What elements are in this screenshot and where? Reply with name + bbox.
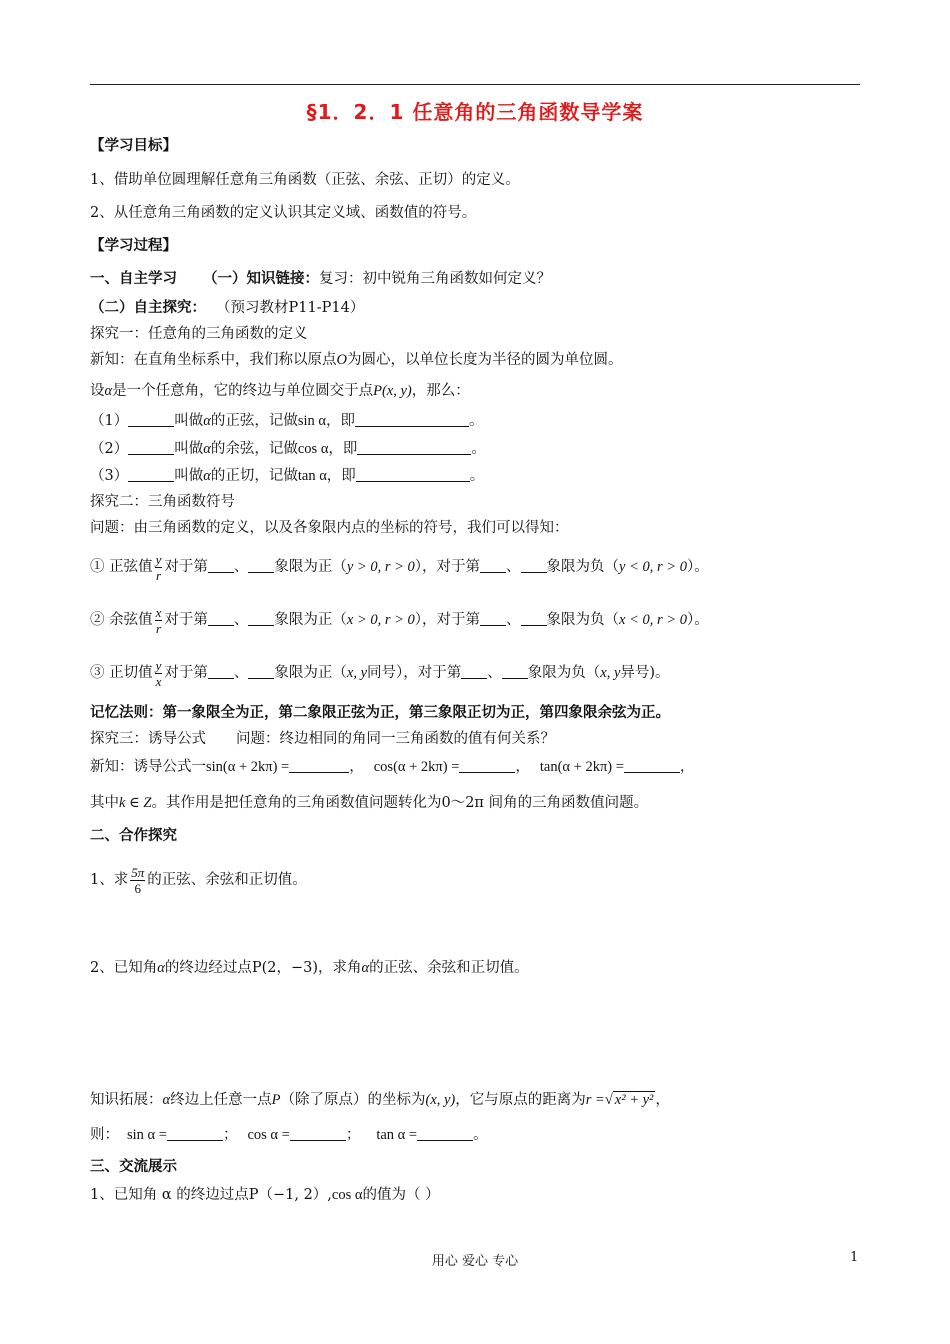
question-text: 的正弦、余弦和正切值。 xyxy=(147,872,307,888)
self-study-line xyxy=(90,269,551,289)
answer-blank[interactable] xyxy=(290,1126,346,1141)
self-explore-line xyxy=(90,298,364,318)
separator: ； xyxy=(345,1127,361,1143)
answer-blank[interactable] xyxy=(128,467,174,482)
cooperation-question-2 xyxy=(90,958,529,978)
rule-text: 异号)。 xyxy=(620,665,670,681)
rule-text: ）。 xyxy=(686,612,709,628)
alpha-symbol: α xyxy=(203,441,211,457)
section-goal-heading: 【学习目标】 xyxy=(90,138,177,154)
fraction-denominator: x xyxy=(155,673,162,689)
question-text: 的终边经过点P(2，−3)，求角 xyxy=(164,960,362,976)
answer-blank[interactable] xyxy=(459,758,515,773)
item-text: 的余弦，记做 xyxy=(210,441,298,457)
rule-lead: ② 余弦值 xyxy=(90,612,153,628)
rule-text: ）。 xyxy=(686,559,709,575)
alpha-symbol: α xyxy=(162,1092,171,1108)
induction-lead: 新知：诱导公式一 xyxy=(90,759,206,775)
rule-text: 对于第 xyxy=(164,559,208,575)
alpha-symbol: α xyxy=(157,960,165,976)
answer-blank[interactable] xyxy=(128,412,174,427)
explore-2-heading: 探究二：三角函数符号 xyxy=(90,494,235,510)
extension-text: （除了原点）的坐标为 xyxy=(280,1092,426,1108)
cooperation-heading: 二、合作探究 xyxy=(90,828,177,844)
condition: x, y xyxy=(346,665,368,681)
answer-blank[interactable] xyxy=(356,467,470,482)
rule-text: 象限为正（ xyxy=(274,559,347,575)
tan-alpha: tan α xyxy=(297,468,327,484)
answer-blank[interactable] xyxy=(208,664,234,679)
rule-text: ），对于第 xyxy=(414,559,481,575)
explore-2-problem: 问题：由三角函数的定义，以及各象限内点的坐标的符号，我们可以得知： xyxy=(90,520,569,536)
explore-3-line xyxy=(90,729,555,749)
item-text: 的正弦，记做 xyxy=(210,413,298,429)
k-in-z: k ∈ Z xyxy=(119,795,152,811)
answer-blank[interactable] xyxy=(461,664,487,679)
tan-formula: tan(α + 2kπ) = xyxy=(539,759,624,775)
answer-blank[interactable] xyxy=(355,412,469,427)
footer-motto: 用心 爱心 专心 xyxy=(431,1254,519,1269)
answer-blank[interactable] xyxy=(480,611,506,626)
rule-text: 象限为正（ xyxy=(274,665,347,681)
definition-text-b: 为圆心，以单位长度为半径的圆为单位圆。 xyxy=(346,352,623,368)
rule-text: 、 xyxy=(506,559,521,575)
answer-blank[interactable] xyxy=(521,611,547,626)
item-text: ，即 xyxy=(326,468,356,484)
rule-text: 象限为正（ xyxy=(274,612,347,628)
condition: x, y xyxy=(600,665,621,681)
separator: ； xyxy=(222,1127,238,1143)
item-number: （1） xyxy=(90,413,129,429)
item-text: ，即 xyxy=(326,413,356,429)
alpha-symbol: α xyxy=(203,468,211,484)
sqrt-expression: √ x² + y² xyxy=(604,1092,654,1108)
memory-rule: 记忆法则：第一象限全为正，第二象限正弦为正，第三象限正切为正，第四象限余弦为正。 xyxy=(90,705,670,721)
separator: 。 xyxy=(473,1127,488,1143)
extension-text: 终边上任意一点 xyxy=(170,1092,272,1108)
condition: x > 0, r > 0 xyxy=(346,612,415,628)
coordinate-xy: (x, y) xyxy=(425,1092,456,1108)
x-over-r-fraction xyxy=(155,605,163,636)
item-text: 。 xyxy=(471,441,486,457)
question-text: 2、已知角 xyxy=(90,960,158,976)
setup-text-b: 是一个任意角，它的终边与单位圆交于点 xyxy=(112,383,374,399)
item-text: 。 xyxy=(469,413,484,429)
answer-blank[interactable] xyxy=(357,440,471,455)
setup-text-c: ，那么： xyxy=(411,383,470,399)
point-p-symbol: P xyxy=(271,1092,281,1108)
item-text: 。 xyxy=(469,468,485,484)
rule-text: 对于第 xyxy=(164,612,208,628)
item-text: 的正切，记做 xyxy=(210,468,298,484)
fraction-numerator: y xyxy=(155,657,162,673)
answer-blank[interactable] xyxy=(248,664,274,679)
cosine-definition-item xyxy=(90,439,486,459)
definition-text-a: 新知：在直角坐标系中，我们称以原点 xyxy=(90,352,337,368)
extension-text: 知识拓展： xyxy=(90,1092,163,1108)
item-text: ，即 xyxy=(328,441,358,457)
fraction-numerator: 5π xyxy=(131,864,145,880)
question-text: 1、求 xyxy=(90,872,129,888)
goal-1: 1、借助单位圆理解任意角三角函数（正弦、余弦、正切）的定义。 xyxy=(90,172,520,188)
alpha-symbol: α xyxy=(203,413,211,429)
tangent-definition-item xyxy=(90,466,484,486)
rule-text: 象限为负（ xyxy=(546,612,620,628)
sin-alpha-equals: sin α = xyxy=(127,1127,167,1143)
tangent-sign-rule xyxy=(90,655,670,691)
self-study-heading: 一、自主学习 xyxy=(90,271,177,287)
condition: x < 0, r > 0 xyxy=(619,612,687,628)
answer-blank[interactable] xyxy=(521,558,547,573)
answer-blank[interactable] xyxy=(502,664,528,679)
rule-text: 对于第 xyxy=(164,665,208,681)
page-title: §1．2．1 任意角的三角函数导学案 xyxy=(306,100,644,124)
rule-text: 、 xyxy=(487,665,502,681)
page-number: 1 xyxy=(850,1250,859,1265)
answer-blank[interactable] xyxy=(128,440,174,455)
point-p-symbol: P(x, y) xyxy=(373,383,412,399)
sine-definition-item xyxy=(90,411,484,431)
goal-2: 2、从任意角三角函数的定义认识其定义域、函数值的符号。 xyxy=(90,205,477,221)
question-text: 的正弦、余弦和正切值。 xyxy=(369,960,529,976)
answer-blank[interactable] xyxy=(248,558,274,573)
rule-lead: ③ 正切值 xyxy=(90,665,153,681)
fraction-denominator: 6 xyxy=(134,880,141,896)
self-explore-heading: （二）自主探究： xyxy=(90,300,206,316)
induction-formula-line: 新知：诱导公式一sin(α + 2kπ) = ， cos(α + 2kπ) = ， tan(α + 2kπ) = ， xyxy=(90,759,695,775)
induction-purpose xyxy=(90,793,648,813)
sin-alpha: sin α xyxy=(297,413,327,429)
condition: y < 0, r > 0 xyxy=(619,559,687,575)
question-text: 的值为（ ） xyxy=(362,1187,440,1203)
answer-blank[interactable] xyxy=(167,1126,223,1141)
alpha-symbol: α xyxy=(361,960,370,976)
item-text: 叫做 xyxy=(174,413,204,429)
tan-alpha-equals: tan α = xyxy=(376,1127,418,1143)
fraction-denominator: r xyxy=(155,567,162,583)
explore-3-problem: 问题：终边相同的角同一三角函数的值有何关系？ xyxy=(236,731,555,747)
purpose-text-a: 其中 xyxy=(90,795,119,811)
rule-text: 、 xyxy=(233,665,249,681)
five-pi-over-six-fraction xyxy=(130,865,145,896)
angle-setup-line xyxy=(90,381,470,401)
alpha-symbol: α xyxy=(104,383,113,399)
header-rule xyxy=(90,84,860,85)
fraction-denominator: r xyxy=(155,620,162,636)
rule-text: 、 xyxy=(233,559,249,575)
item-text: 叫做 xyxy=(174,441,204,457)
exchange-question-1 xyxy=(90,1185,440,1205)
answer-blank[interactable] xyxy=(624,758,680,773)
answer-blank[interactable] xyxy=(289,758,349,773)
sin-formula: sin(α + 2kπ) = xyxy=(206,759,290,775)
r-equals: r = xyxy=(585,1092,605,1108)
radicand: x² + y² xyxy=(614,1092,654,1108)
explore-3-heading: 探究三：诱导公式 xyxy=(90,731,206,747)
purpose-text-b: 。其作用是把任意角的三角函数值问题转化为0～2π 间角的三角函数值问题。 xyxy=(151,795,649,811)
origin-symbol: O xyxy=(336,352,347,368)
y-over-x-fraction xyxy=(155,658,163,689)
answer-blank[interactable] xyxy=(208,558,234,573)
question-text: 1、已知角 α 的终边过点P（−1, 2）, xyxy=(90,1187,332,1203)
rule-text: 象限为负（ xyxy=(527,665,601,681)
rule-text: 、 xyxy=(506,612,521,628)
cooperation-question-1 xyxy=(90,860,307,900)
fraction-numerator: y xyxy=(155,551,162,567)
section-process-heading: 【学习过程】 xyxy=(90,238,177,254)
review-question: 复习：初中锐角三角函数如何定义？ xyxy=(319,271,551,287)
cosine-sign-rule xyxy=(90,602,709,638)
cos-alpha: cos α xyxy=(331,1187,363,1203)
knowledge-extension xyxy=(90,1090,670,1110)
answer-blank[interactable] xyxy=(208,611,234,626)
rule-text: 象限为负（ xyxy=(546,559,620,575)
answer-blank[interactable] xyxy=(417,1126,473,1141)
rule-lead: ① 正弦值 xyxy=(90,559,153,575)
unit-circle-definition xyxy=(90,350,622,370)
condition: y > 0, r > 0 xyxy=(346,559,415,575)
rule-text: 、 xyxy=(233,612,249,628)
item-text: 叫做 xyxy=(174,468,204,484)
explore-1-heading: 探究一：任意角的三角函数的定义 xyxy=(90,326,308,342)
setup-text-a: 设 xyxy=(90,383,105,399)
sine-sign-rule xyxy=(90,549,709,585)
item-number: （3） xyxy=(90,468,129,484)
exchange-heading: 三、交流展示 xyxy=(90,1159,177,1175)
knowledge-link-label: （一）知识链接： xyxy=(203,271,319,287)
cos-alpha-equals: cos α = xyxy=(247,1127,290,1143)
extension-results xyxy=(90,1125,488,1145)
extension-text: ，它与原点的距离为 xyxy=(455,1092,586,1108)
extension-text: ， xyxy=(655,1092,670,1108)
preview-note: （预习教材P11-P14） xyxy=(216,300,365,316)
y-over-r-fraction xyxy=(155,552,163,583)
answer-blank[interactable] xyxy=(480,558,506,573)
answer-blank[interactable] xyxy=(248,611,274,626)
rule-text: ），对于第 xyxy=(414,612,481,628)
rule-text: 同号），对于第 xyxy=(367,665,462,681)
cos-alpha: cos α xyxy=(297,441,329,457)
fraction-numerator: x xyxy=(155,604,162,620)
then-label: 则： xyxy=(90,1127,119,1143)
cos-formula: cos(α + 2kπ) = xyxy=(373,759,460,775)
item-number: （2） xyxy=(90,441,129,457)
